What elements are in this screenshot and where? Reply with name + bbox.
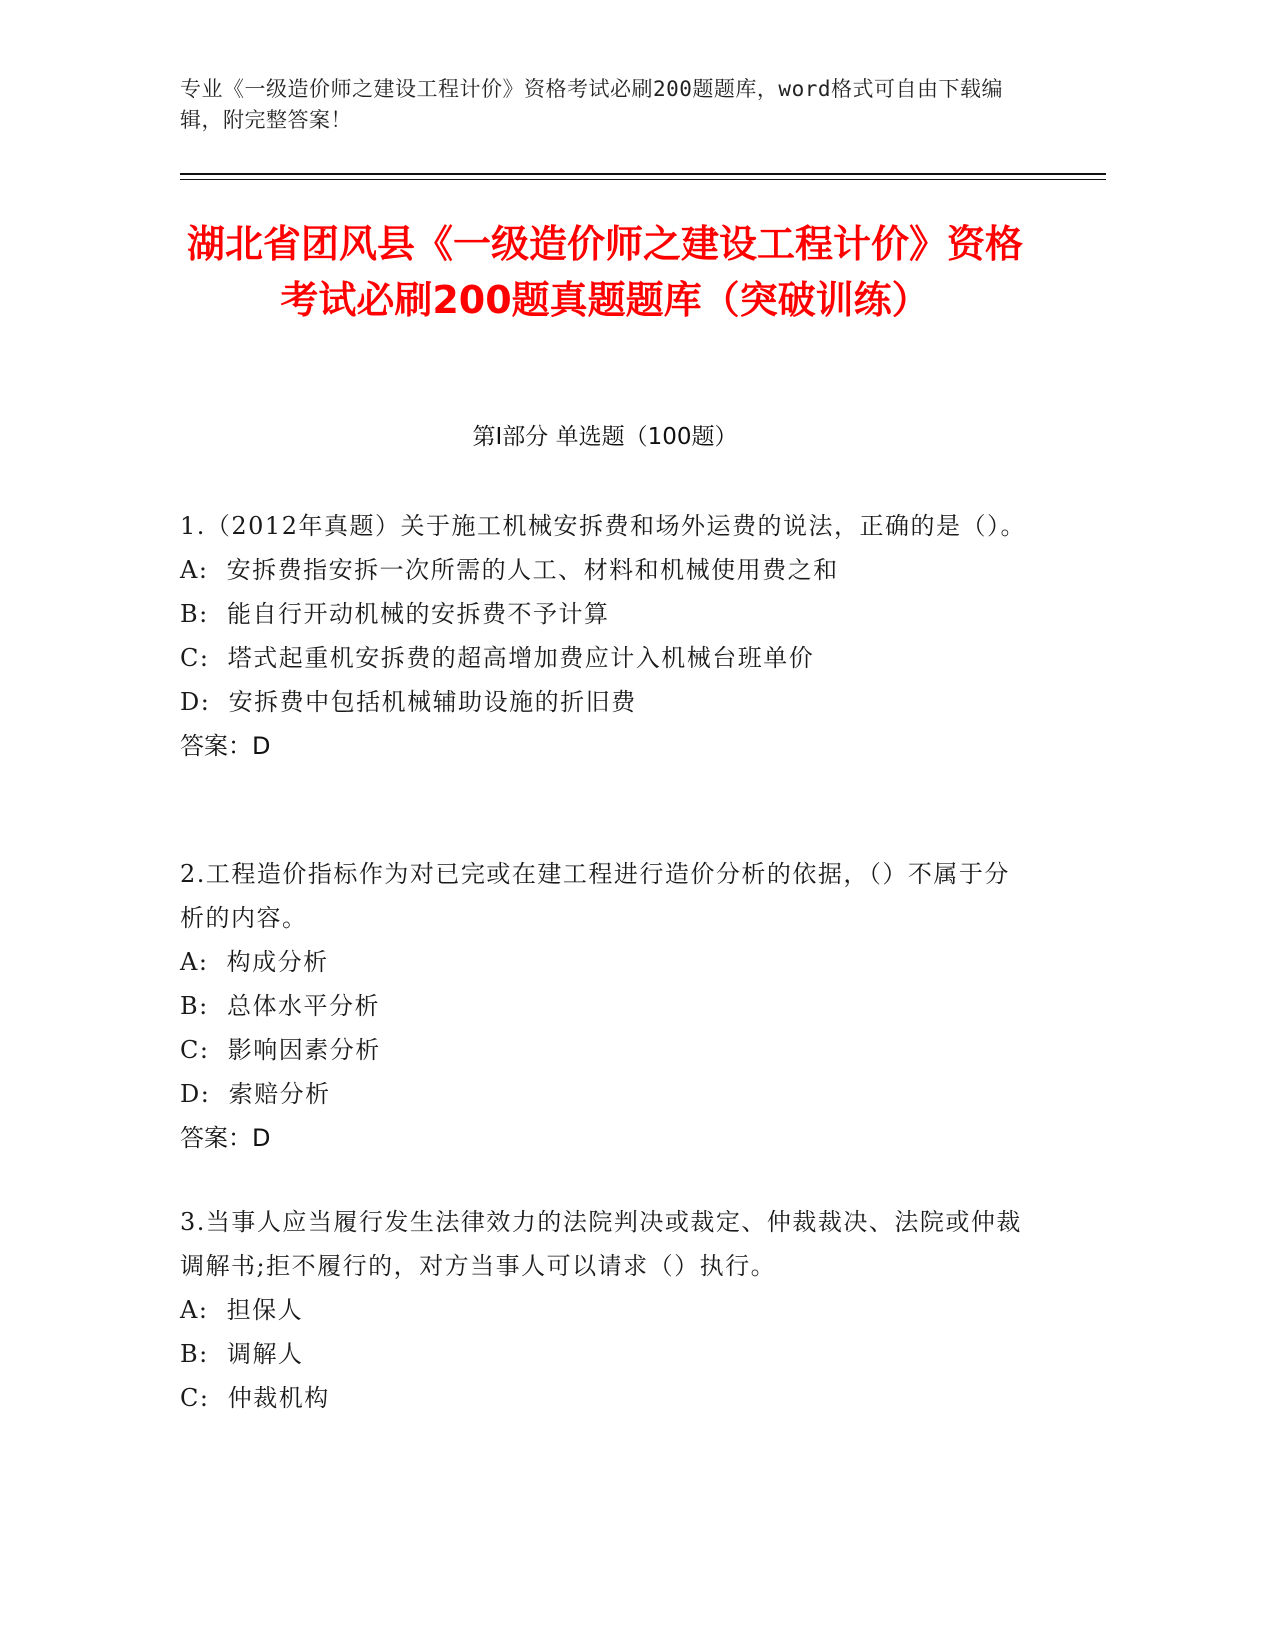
question-stem: 3.当事人应当履行发生法律效力的法院判决或裁定、仲裁裁决、法院或仲裁调解书;拒不履行的，对方当事人可以请求（）执行。 <box>180 1208 1022 1280</box>
question-stem: 2.工程造价指标作为对已完或在建工程进行造价分析的依据，（）不属于分析的内容。 <box>180 860 1010 932</box>
option-c: C: 影响因素分析 <box>180 1036 381 1064</box>
option-c: C: 仲裁机构 <box>180 1384 330 1412</box>
question-2 <box>180 852 1030 1160</box>
header-note: 专业《一级造价师之建设工程计价》资格考试必刷200题题库，word格式可自由下载编辑，附完整答案！ <box>180 77 1003 132</box>
option-b: B: 调解人 <box>180 1340 304 1368</box>
option-a: A: 担保人 <box>180 1296 304 1324</box>
option-a: A: 构成分析 <box>180 948 329 976</box>
option-a: A: 安拆费指安拆一次所需的人工、材料和机械使用费之和 <box>180 556 839 584</box>
answer-line: 答案：D <box>180 732 271 760</box>
header-divider-thick <box>180 173 1106 175</box>
question-3 <box>180 1200 1030 1420</box>
header-divider-thin <box>180 179 1106 180</box>
answer-line: 答案：D <box>180 1124 271 1152</box>
option-d: D: 索赔分析 <box>180 1080 331 1108</box>
option-b: B: 能自行开动机械的安拆费不予计算 <box>180 600 610 628</box>
document-title: 湖北省团风县《一级造价师之建设工程计价》资格考试必刷200题真题题库（突破训练） <box>186 222 1023 322</box>
question-1 <box>180 504 1030 768</box>
question-stem: 1.（2012年真题）关于施工机械安拆费和场外运费的说法，正确的是（）。 <box>180 512 1026 540</box>
section-heading: 第Ⅰ部分 单选题（100题） <box>472 424 738 450</box>
option-c: C: 塔式起重机安拆费的超高增加费应计入机械台班单价 <box>180 644 815 672</box>
option-d: D: 安拆费中包括机械辅助设施的折旧费 <box>180 688 637 716</box>
option-b: B: 总体水平分析 <box>180 992 380 1020</box>
